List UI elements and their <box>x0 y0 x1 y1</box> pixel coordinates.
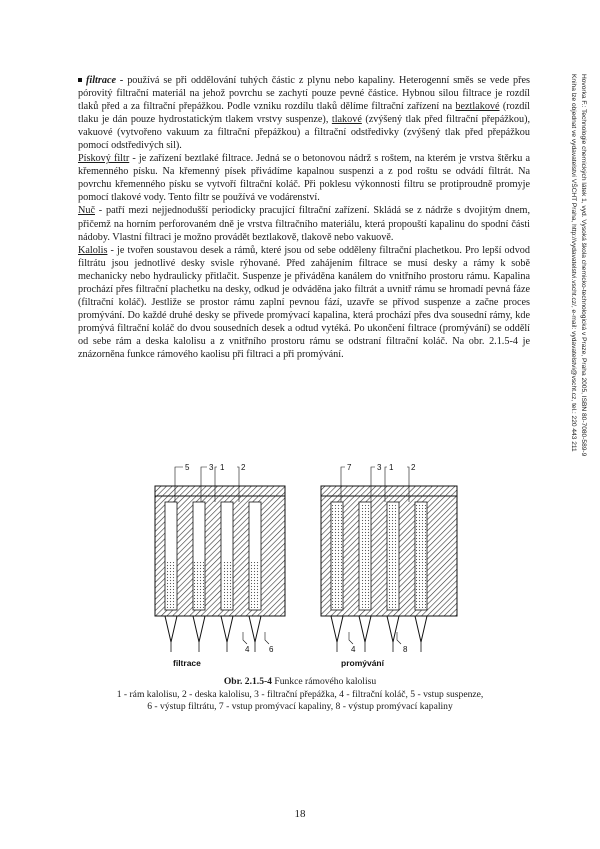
term-nuc: Nuč <box>78 205 95 217</box>
promyvani-panel <box>321 463 457 668</box>
term-filtrace: filtrace - <box>86 75 124 86</box>
sidenote-line-1: Hovorka F.: Technologie chemických látek 1, vyd. Vysoká škola chemicko-technologická v Praze, Praha 2005, ISBN 80-7080-589-9 <box>580 74 587 457</box>
filter-press-diagram <box>145 462 465 672</box>
paragraph-nuc: Nuč - patří mezi nejjednodušší periodicky pracující filtrační zařízení. Skládá se z nádrže s dvojitým dnem, přičemž na horním perforovaném dně je vrstva filtračního materiálu, která propouští kapalinu do spodní části nádoby. Vlastní filtraci je možno provádět beztlakově, tlakově nebo vakuově. <box>78 205 530 243</box>
filtrace-title: filtrace <box>173 658 201 668</box>
label-2: 2 <box>241 463 246 472</box>
term-tlakove: tlakové <box>331 114 362 126</box>
label-3: 3 <box>209 463 214 472</box>
term-piskovy-filtr: Pískový filtr <box>78 153 130 165</box>
label-4-right: 4 <box>351 645 356 654</box>
label-1-right: 1 <box>389 463 394 472</box>
caption-legend-line-2: 6 - výstup filtrátu, 7 - vstup promývací kapaliny, 8 - výstup promývací kapaliny <box>147 701 453 712</box>
caption-title-line <box>90 676 510 689</box>
label-8: 8 <box>403 645 408 654</box>
filter-press-figure <box>145 462 465 672</box>
label-6: 6 <box>269 645 274 654</box>
paragraph-filtrace: filtrace - používá se při oddělování tuhých částic z plynu nebo kapaliny. Heterogenní směs se vede přes pórovitý filtrační materiál na jehož povrchu se zachytí pouze pevné částice. Hybnou silou filtrace je rozdíl tlaků před a za filtrační přepážkou. Podle vzniku rozdílu tlaků dělíme filtrační zařízení na beztlakové (rozdíl tlaku je dán pouze hydrostatickým tlakem vrstvy suspenze), tlakové (zvýšený tlak před filtrační přepážkou), vakuové (vytvořeno vakuum za filtrační přepážkou) a filtrační odstředivky (zvýšený tlak před přepážkou pomocí odstředivých sil). <box>78 75 531 152</box>
paragraph-kalolis: Kalolis - je tvořen soustavou desek a rámů, které jsou od sebe odděleny filtrační plachetkou. Pro lepší odvod filtrátu jsou jednotlivé desky svisle rýhované. Před zahájením filtrace se musí desky a rámy k sobě mechanicky nebo hydraulicky přitlačit. Suspenze je přiváděna kanálem do vnitřního prostoru rámu. Kapalina prochází přes filtrační plachetku na desky, odkud je odváděna jako filtrát a uvnitř rámu se hromadí pevná fáze (filtrační koláč). Jestliže se prostor rámu zaplní pevnou fází, uzavře se přívod suspenze a začne proces promývání. Do každé druhé desky se přivede promývací kapalina, která prochází přes dva sousední rámy, kde promývá filtrační koláč do dvou sousedních desek a odtud vytéká. Po ukončení filtrace (promývání) se oddělí od sebe rám a deska kalolisu a z vnitřního prostoru rámu se odstraní filtrační koláč. Na obr. 2.1.5-4 je znázorněna funkce rámového kaolisu při filtraci a při promývání. <box>78 244 530 360</box>
caption-number: Obr. 2.1.5-4 <box>223 676 272 687</box>
label-7: 7 <box>347 463 352 472</box>
sidenote-line-2: Kniha lze objednat ve vydavatelství VŠCHT Praha, http://vydavatelstvi.vscht.cz/, e-mail: vydavatelstvi@vscht.cz, tel.: 220 443 211 <box>570 74 577 452</box>
paragraph-piskovy-filtr: Pískový filtr - je zařízení beztlaké filtrace. Jedná se o betonovou nádrž s roštem, na kterém je vrstva štěrku a křemenného písku. Na křemenný písek přivádíme kapalnou suspenzi a z pod roštu se odvádí filtrát. Na povrchu křemenného písku se vytvoří filtrační koláč. Při poklesu výkonnosti filtru se protiproudně promyje pomocí tlakové vody. Tento filtr se používá ve vodárenství. <box>78 153 530 204</box>
label-3-right: 3 <box>377 463 382 472</box>
caption-title: Funkce rámového kalolisu <box>271 676 377 687</box>
term-beztlakove: beztlakové <box>455 101 500 113</box>
label-1: 1 <box>220 463 225 472</box>
bullet-icon <box>78 78 82 82</box>
label-2-right: 2 <box>411 463 416 472</box>
copyright-sidenote <box>537 74 597 634</box>
term-kalolis: Kalolis <box>78 244 108 256</box>
figure-caption <box>90 676 510 714</box>
label-5: 5 <box>185 463 190 472</box>
body-text <box>78 74 530 361</box>
filtrace-panel <box>155 463 285 668</box>
page-number: 18 <box>294 808 306 820</box>
caption-legend-line-1: 1 - rám kalolisu, 2 - deska kalolisu, 3 - filtrační přepážka, 4 - filtrační koláč, 5 - vstup suspenze, <box>116 688 484 700</box>
label-4: 4 <box>245 645 250 654</box>
promyvani-title: promývání <box>341 658 384 668</box>
